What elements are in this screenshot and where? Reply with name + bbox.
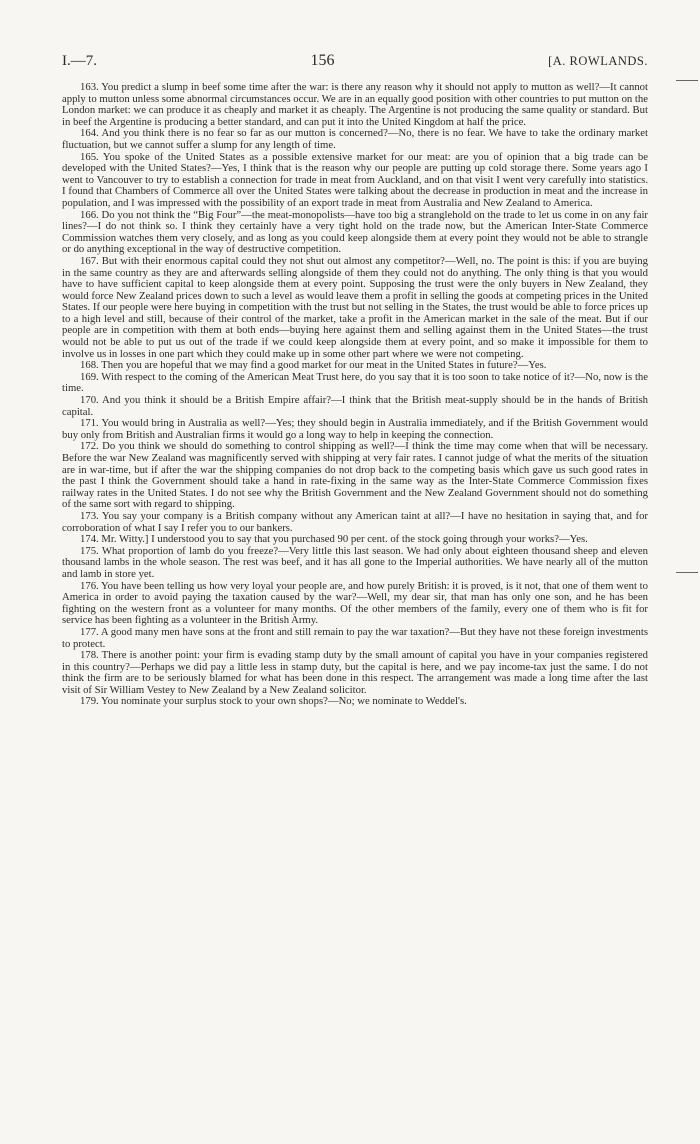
document-page [62,52,648,708]
margin-mark [676,80,698,81]
paragraph-174: 174. Mr. Witty.] I understood you to say that you purchased 90 per cent. of the stock going through your works?—Yes. [80,533,588,546]
paragraph-179: 179. You nominate your surplus stock to your own shops?—No; we nominate to Weddel's. [80,695,467,708]
witness-name: [A. ROWLANDS. [548,54,648,68]
evidence-text [62,82,648,708]
paragraph-163: 163. You predict a slump in beef some time after the war: is there any reason why it should not apply to mutton as well?—It cannot apply to mutton unless some abnormal circumstances occur. We are in an equally good position with other countries to put mutton on the London market: we can produce it as cheaply and market it as cheaply. The Argentine is not producing the same quality or standard. But in beef the Argentine is producing a better standard, and can put it into the United Kingdom at half the price. [62,81,648,128]
paragraph-170: 170. And you think it should be a British Empire affair?—I think that the British meat-supply should be in the hands of British capital. [62,394,648,418]
paragraph-171: 171. You would bring in Australia as well?—Yes; they should begin in Australia immediately, and if the British Government would buy only from British and Australian firms it would go a long way to help in keeping the connection. [62,417,648,441]
paragraph-168: 168. Then you are hopeful that we may find a good market for our meat in the United States in future?—Yes. [80,359,547,372]
paragraph-167: 167. But with their enormous capital could they not shut out almost any competitor?—Well, no. The point is this: if you are buying in the same country as they are and afterwards selling alongside of them they could not do anything. The only thing is that you would have to have sufficient capital to keep alongside them at every point. Supposing the trust were the only buyers in New Zealand, they would force New Zealand prices down to such a level as would leave them a profit in selling the goods at competing prices in the United States. If our people were here buying in competition with the trust but not selling in the States, the trust would be able to force prices up to a high level and still, because of their control of the market, take a profit in the American market in the sale of the meat. But if our people are in competition with them at both ends—buying here against them and selling against them in the United States—the trust would not be able to put us out of the trade if we could keep alongside them at every point, and so make it impossible for them to involve us in losses in one part which they could make up in some other part where we were not competing. [62,254,648,360]
paragraph-178: 178. There is another point: your firm is evading stamp duty by the small amount of capital you have in your companies registered in this country?—Perhaps we did pay a little less in stamp duty, but the capital is here, and we pay income-tax just the same. I do not think the firm are to be seriously blamed for what has been done in this respect. The arrangement was made a long time after the last visit of Sir William Vestey to New Zealand by a New Zealand solicitor. [62,649,648,696]
document-reference: I.—7. [62,53,97,69]
paragraph-165: 165. You spoke of the United States as a possible extensive market for our meat: are you of opinion that a big trade can be developed with the United States?—Yes, I think that is the reason why our people are putting up cold storage there. Some years ago I went to Vancouver to try to establish a connection for trade in meat from Auckland, and on that visit I went very carefully into statistics. I found that Chambers of Commerce all over the United States were talking about the decrease in production in meat and the increase in population, and I was impressed with the possibility of an export trade in meat from Australia and New Zealand to America. [62,150,648,209]
paragraph-173: 173. You say your company is a British company without any American taint at all?—I have no hesitation in saying that, and for corroboration of what I say I refer you to our bankers. [62,509,648,534]
paragraph-166: 166. Do you not think the “Big Four”—the meat-monopolists—have too big a stranglehold on the trade to let us come in on any fair lines?—I do not think so. I think they certainly have a very tight hold on the trade now, but the American Inter-State Commerce Commission watches them very closely, and as long as you could keep alongside them at every point they would not be able to strangle or do anything exceptional in the way of destructive competition. [62,208,648,256]
paragraph-177: 177. A good many men have sons at the front and still remain to pay the war taxation?—But they have not these foreign investments to protect. [62,625,648,650]
page-header [62,52,648,70]
paragraph-172: 172. Do you think we should do something to control shipping as well?—I think the time may come when that will be necessary. Before the war New Zealand was magnificently served with shipping at very fair rates. I cannot judge of what the merits of the situation are in war-time, but if after the war the shipping companies do not drop back to the competing basis which gave us such good rates in the past I think the Government should take a hand in rate-fixing in the same way as the Inter-State Commerce Commission fixes railway rates in the United States. I do not see why the British Government and the New Zealand Government should not do something of the same sort with regard to shipping. [62,440,648,511]
paragraph-175: 175. What proportion of lamb do you freeze?—Very little this last season. We had only about eighteen thousand sheep and eleven thousand lambs in the whole season. The rest was beef, and it has all gone to the Imperial authorities. We have nearly all of the mutton and lamb in store yet. [62,544,648,580]
paragraph-169: 169. With respect to the coming of the American Meat Trust here, do you say that it is too soon to take notice of it?—No, now is the time. [62,370,648,395]
paragraph-164: 164. And you think there is no fear so far as our mutton is concerned?—No, there is no fear. We have to take the ordinary market fluctuation, but we cannot suffer a slump for any length of time. [62,127,648,151]
paragraph-176: 176. You have been telling us how very loyal your people are, and how purely British: it is proved, is it not, that one of them went to America in order to avoid paying the taxation caused by the war?—Well, my dear sir, that man has only one son, and he has been fighting on the western front as a volunteer for many months. Of the other members of the family, every one of them who is fit for service has been fighting as a volunteer in the British Army. [62,579,648,627]
page-number: 156 [310,52,335,69]
margin-mark [676,572,698,573]
